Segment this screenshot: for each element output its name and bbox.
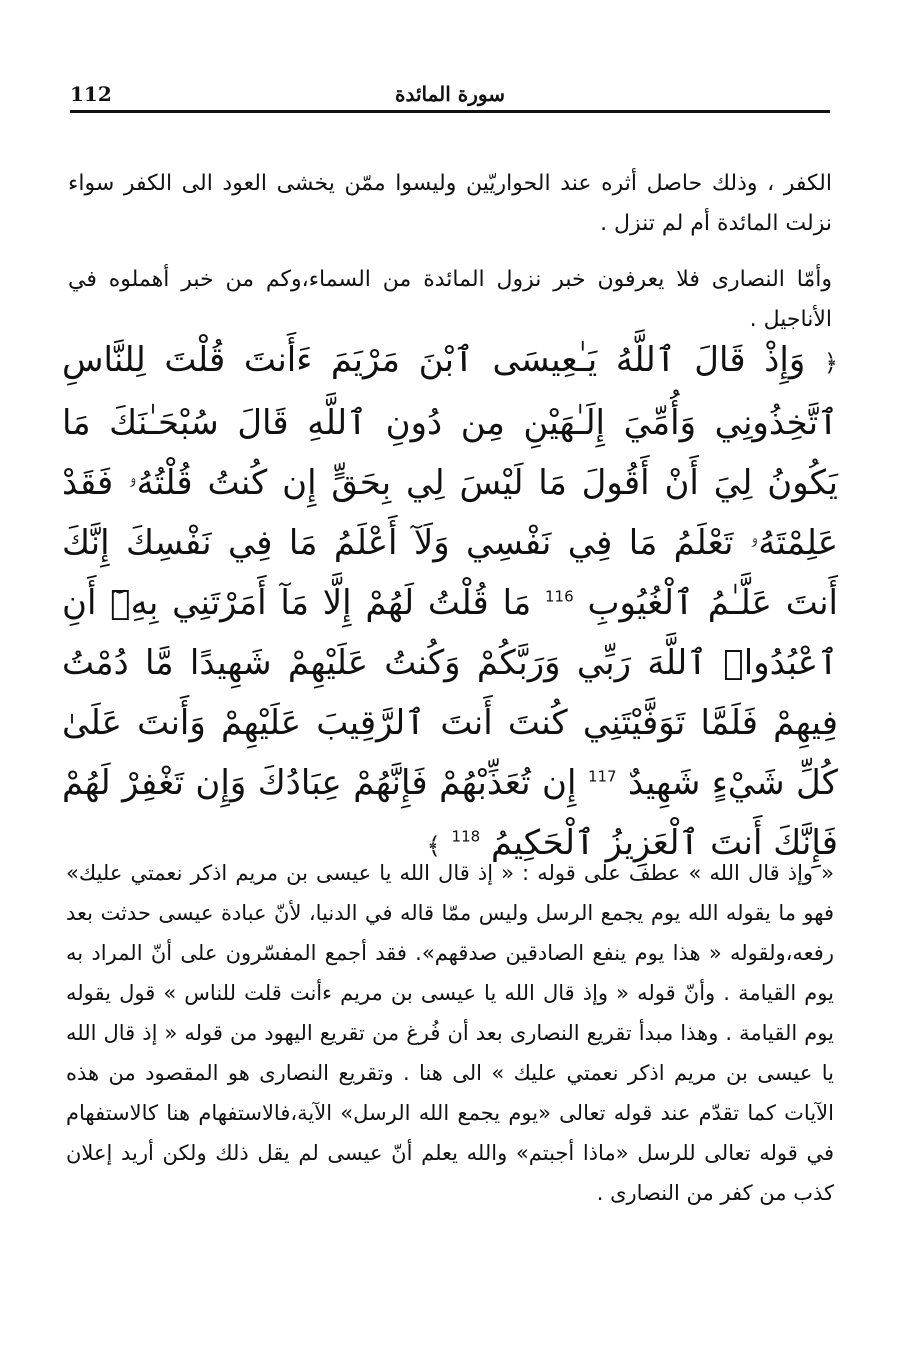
verse-text-117: مَا قُلْتُ لَهُمْ إِلَّا مَآ أَمَرْتَنِي بِهِۦٓ أَنِ ٱعْبُدُوا۟ ٱللَّهَ رَبِّي وَرَبَّكُمْ وَكُنتُ عَلَيْهِمْ شَهِيدًا مَّا دُمْتُ فِيهِمْ فَلَمَّا تَوَفَّيْتَنِي كُنتَ أَنتَ ٱلرَّقِيبَ عَلَيْهِمْ وَأَنتَ عَلَىٰ كُلِّ شَيْءٍ شَهِيدٌ bbox=[62, 583, 838, 803]
verse-text-118: إِن تُعَذِّبْهُمْ فَإِنَّهُمْ عِبَادُكَ وَإِن تَغْفِرْ لَهُمْ فَإِنَّكَ أَنتَ ٱلْعَزِيزُ ٱلْحَكِيمُ bbox=[62, 763, 838, 863]
surah-title: سورة المائدة bbox=[394, 82, 506, 106]
verse-open-ornament: ﴿ bbox=[823, 349, 838, 377]
verse-number-117: 117 bbox=[587, 767, 617, 786]
page-number: 112 bbox=[70, 82, 112, 106]
commentary-paragraph: « وإذ قال الله » عطف على قوله : « إذ قال الله يا عيسى بن مريم اذكر نعمتي عليك» فهو ما يقوله الله يوم يجمع الرسل وليس ممّا قاله في الدنيا، لأنّ عبادة عيسى حدثت بعد رفعه،ولقوله « هذا يوم ينفع الصادقين صدقهم». فقد أجمع المفسّرون على أنّ المراد به يوم القيامة . وأنّ قوله « وإذ قال الله يا عيسى بن مريم ءأنت قلت للناس » قول يقوله يوم القيامة . وهذا مبدأ تقريع النصارى بعد أن فُرغ من تقريع اليهود من قوله « إذ قال الله يا عيسى بن مريم اذكر نعمتي عليك » الى هنا . وتقريع النصارى هو المقصود من هذه الآيات كما تقدّم عند قوله تعالى «يوم يجمع الله الرسل» الآية،فالاستفهام هنا كالاستفهام في قوله تعالى للرسل «ماذا أجبتم» والله يعلم أنّ عيسى لم يقل ذلك ولكن أريد إعلان كذب من كفر من النصارى . bbox=[66, 861, 834, 1205]
verse-text-116: وَإِذْ قَالَ ٱللَّهُ يَـٰعِيسَى ٱبْنَ مَرْيَمَ ءَأَنتَ قُلْتَ لِلنَّاسِ ٱتَّخِذُونِي وَأُمِّيَ إِلَـٰهَيْنِ مِن دُونِ ٱللَّهِ قَالَ سُبْحَـٰنَكَ مَا يَكُونُ لِيَ أَنْ أَقُولَ مَا لَيْسَ لِي بِحَقٍّ إِن كُنتُ قُلْتُهُۥ فَقَدْ عَلِمْتَهُۥ تَعْلَمُ مَا فِي نَفْسِي وَلَآ أَعْلَمُ مَا فِي نَفْسِكَ إِنَّكَ أَنتَ عَلَّـٰمُ ٱلْغُيُوبِ bbox=[62, 340, 838, 623]
intro-paragraph: الكفر ، وذلك حاصل أثره عند الحواريّين وليسوا ممّن يخشى العود الى الكفر سواء نزلت المائدة أم لم تنزل . bbox=[68, 171, 832, 236]
verse-number-116: 116 bbox=[544, 587, 574, 606]
verse-number-118: 118 bbox=[451, 827, 481, 846]
second-paragraph: وأمّا النصارى فلا يعرفون خبر نزول المائدة من السماء،وكم من خبر أهملوه في الأناجيل . bbox=[68, 267, 832, 332]
page-header bbox=[70, 80, 830, 113]
quran-verse-block bbox=[62, 330, 838, 876]
verse-close-ornament: ﴾ bbox=[426, 832, 441, 860]
